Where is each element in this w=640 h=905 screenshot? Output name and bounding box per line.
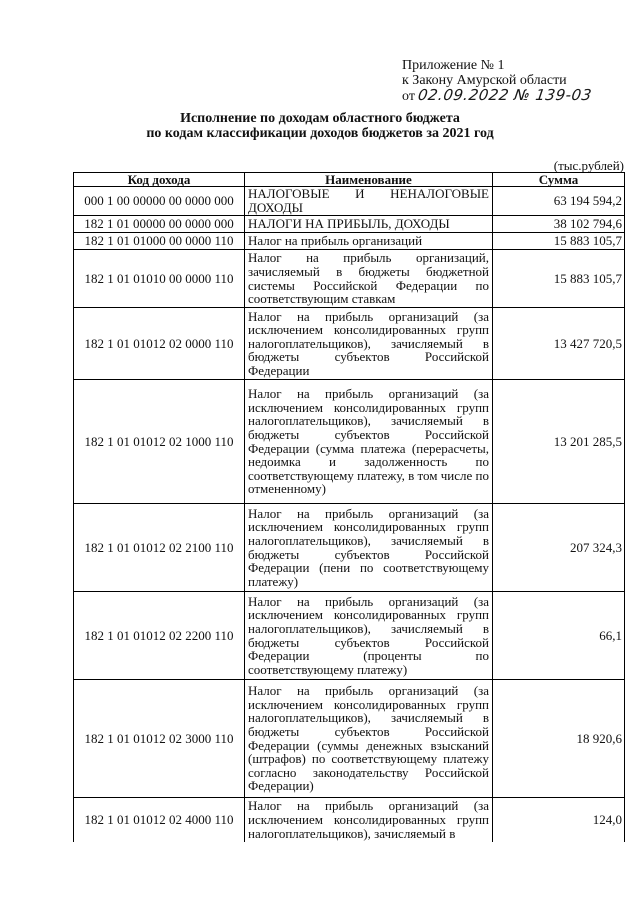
row-sum: 124,0 (493, 798, 625, 842)
row-code: 182 1 01 01012 02 4000 110 (74, 798, 245, 842)
row-sum: 207 324,3 (493, 504, 625, 592)
row-name: НАЛОГИ НА ПРИБЫЛЬ, ДОХОДЫ (245, 216, 493, 233)
row-code: 182 1 01 01012 02 2200 110 (74, 592, 245, 680)
row-sum: 15 883 105,7 (493, 233, 625, 250)
table-row (74, 380, 625, 504)
header-code: Код дохода (74, 173, 245, 187)
row-sum: 13 201 285,5 (493, 380, 625, 504)
row-name: Налог на прибыль организаций (за исключением консолидированных групп налогоплательщиков), зачисляемый в (245, 798, 493, 842)
appendix-number: Приложение № 1 (402, 58, 505, 73)
row-sum: 66,1 (493, 592, 625, 680)
table-row (74, 798, 625, 842)
appendix-header (402, 58, 622, 104)
row-code: 182 1 01 01012 02 1000 110 (74, 380, 245, 504)
row-sum: 38 102 794,6 (493, 216, 625, 233)
table-header-row (74, 173, 625, 187)
table-row (74, 592, 625, 680)
row-name: Налог на прибыль организаций (за исключением консолидированных групп налогоплательщиков), зачисляемый в бюджеты субъектов Российской Федерации (пени по соответствующему платежу) (245, 504, 493, 592)
row-code: 182 1 01 00000 00 0000 000 (74, 216, 245, 233)
title-line-1: Исполнение по доходам областного бюджета (180, 111, 460, 126)
page-title (60, 111, 580, 141)
row-name: Налог на прибыль организаций (245, 233, 493, 250)
table-row (74, 680, 625, 798)
table-row (74, 504, 625, 592)
row-name: Налог на прибыль организаций (за исключением консолидированных групп налогоплательщиков), зачисляемый в бюджеты субъектов Российской Федерации (суммы денежных взысканий (штрафов) по соответствующему платежу согласно законодательству Российской Федерации) (245, 680, 493, 798)
table-row (74, 233, 625, 250)
row-code: 182 1 01 01012 02 2100 110 (74, 504, 245, 592)
row-code: 182 1 01 01000 00 0000 110 (74, 233, 245, 250)
appendix-date-line (402, 88, 622, 104)
table-row (74, 308, 625, 380)
row-name: Налог на прибыль организаций, зачисляемый в бюджеты бюджетной системы Российской Федерации по соответствующим ставкам (245, 250, 493, 308)
table-row (74, 250, 625, 308)
row-sum: 15 883 105,7 (493, 250, 625, 308)
revenue-table (73, 172, 625, 842)
units-note: (тыс.рублей) (553, 158, 624, 173)
row-sum: 63 194 594,2 (493, 187, 625, 216)
row-code: 000 1 00 00000 00 0000 000 (74, 187, 245, 216)
handwritten-date-number: 02.09.2022 № 139-03 (417, 86, 594, 104)
row-code: 182 1 01 01012 02 0000 110 (74, 308, 245, 380)
appendix-date-prefix: от (402, 89, 415, 104)
row-code: 182 1 01 01012 02 3000 110 (74, 680, 245, 798)
row-sum: 18 920,6 (493, 680, 625, 798)
table-row (74, 216, 625, 233)
row-name: НАЛОГОВЫЕ И НЕНАЛОГОВЫЕ ДОХОДЫ (245, 187, 493, 216)
row-sum: 13 427 720,5 (493, 308, 625, 380)
appendix-law-ref: к Закону Амурской области (402, 73, 567, 88)
row-code: 182 1 01 01010 00 0000 110 (74, 250, 245, 308)
title-line-2: по кодам классификации доходов бюджетов за 2021 год (146, 126, 494, 141)
header-sum: Сумма (493, 173, 625, 187)
row-name: Налог на прибыль организаций (за исключением консолидированных групп налогоплательщиков), зачисляемый в бюджеты субъектов Российской Федерации (проценты по соответствующему платежу) (245, 592, 493, 680)
table-row (74, 187, 625, 216)
row-name: Налог на прибыль организаций (за исключением консолидированных групп налогоплательщиков), зачисляемый в бюджеты субъектов Российской Федерации (сумма платежа (перерасчеты, недоимка и задолженность по соответствующему платежу, в том числе по отмененному) (245, 380, 493, 504)
row-name: Налог на прибыль организаций (за исключением консолидированных групп налогоплательщиков), зачисляемый в бюджеты субъектов Российской Федерации (245, 308, 493, 380)
header-name: Наименование (245, 173, 493, 187)
